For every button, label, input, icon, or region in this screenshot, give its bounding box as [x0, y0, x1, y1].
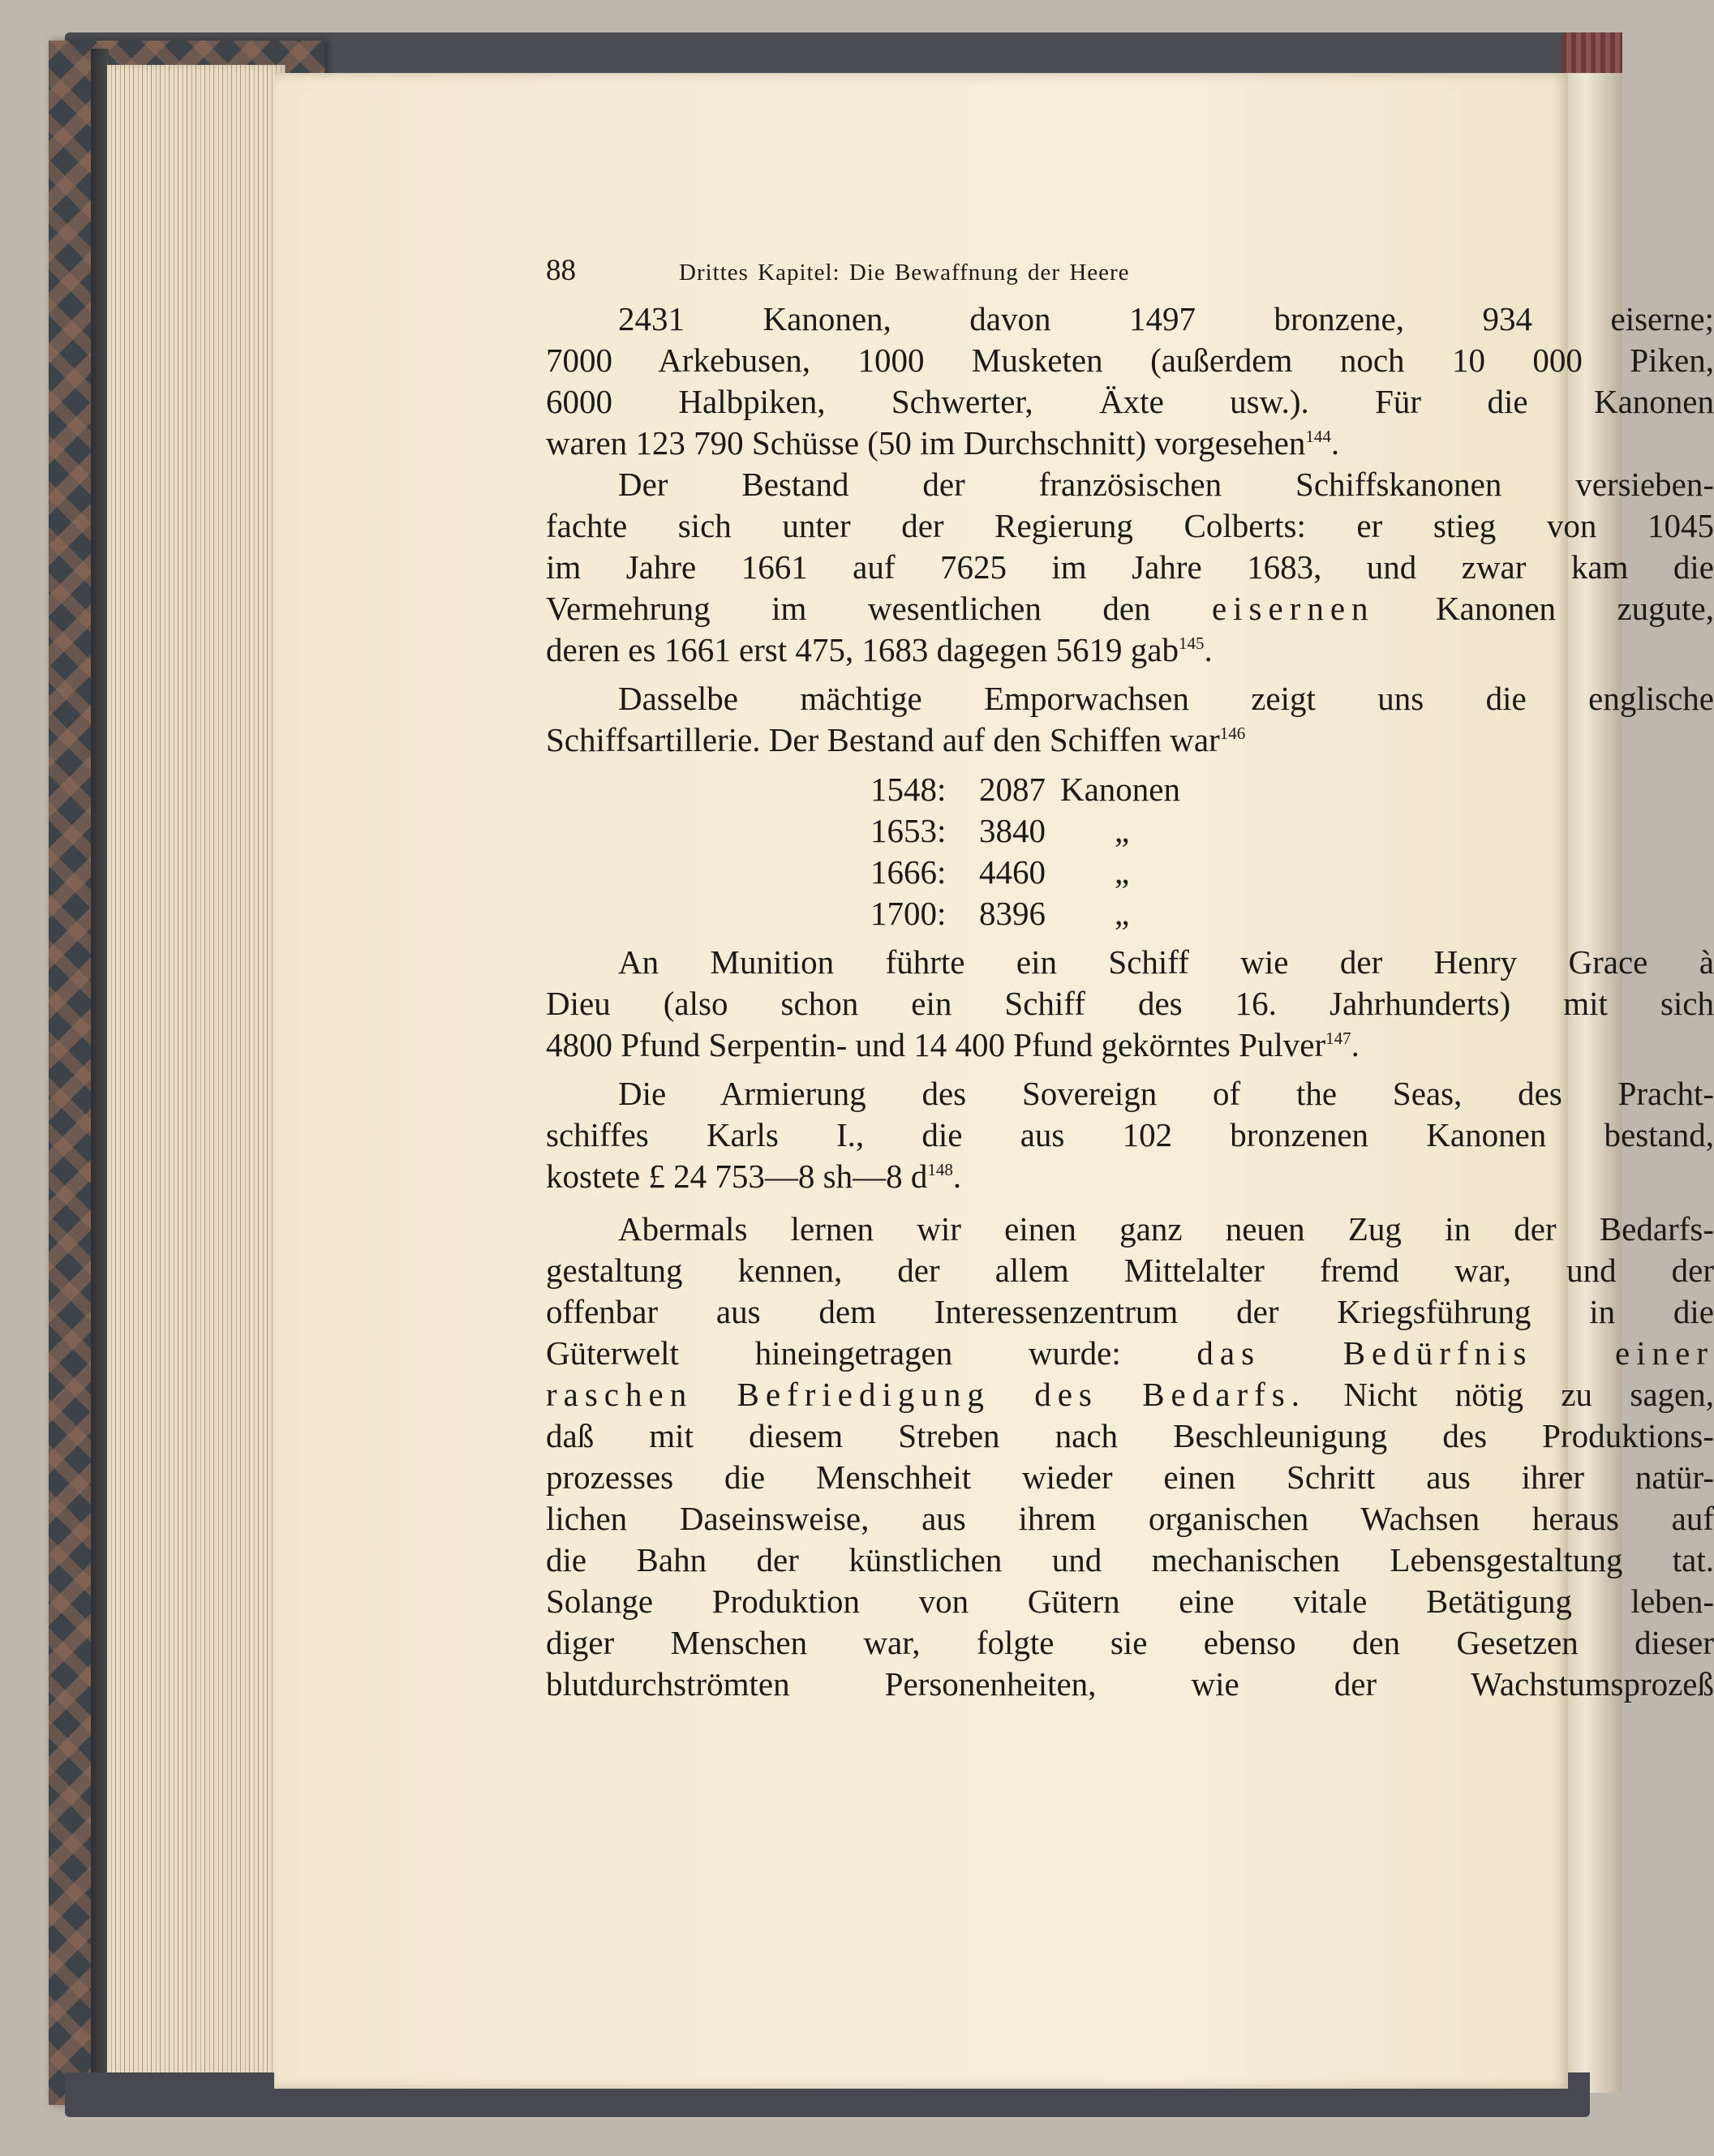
paragraph-armament-list — [546, 298, 1714, 464]
paragraph-french-cannons — [546, 464, 1714, 671]
text-line: gestaltung kennen, der allem Mittelalter fremd war, und der — [546, 1252, 1714, 1289]
text-line: Güterwelt hineingetragen wurde: das Bedürfnis einer — [546, 1334, 1714, 1372]
text-line: Vermehrung im wesentlichen den eisernen Kanonen zugute, — [546, 590, 1714, 627]
unit-cell: Kanonen — [1060, 771, 1181, 808]
unit-cell: „ — [1115, 895, 1130, 932]
text-line: offenbar aus dem Interessenzentrum der Kriegsführung in die — [546, 1293, 1714, 1330]
text-line: die Bahn der künstlichen und mechanischen Lebensgestaltung tat. — [546, 1541, 1714, 1578]
footnote-ref-145: 145 — [1178, 633, 1205, 653]
paragraph-munition — [546, 942, 1714, 1066]
value-cell: 4460 — [979, 853, 1046, 891]
text-line: 7000 Arkebusen, 1000 Musketen (außerdem noch 10 000 Piken, — [546, 341, 1714, 379]
paragraph-sovereign — [546, 1073, 1714, 1197]
footnote-ref-147: 147 — [1325, 1029, 1351, 1048]
emphasized-phrase: raschen Befriedigung des Bedarfs. — [546, 1376, 1306, 1413]
book-page — [274, 73, 1714, 2089]
year-cell: 1548 — [870, 771, 937, 808]
text-line: 4800 Pfund Serpentin- und 14 400 Pfund gekörntes Pulver$^{147}$. — [546, 1026, 1360, 1063]
text-line: Solange Produktion von Gütern eine vitale Betätigung leben- — [546, 1583, 1714, 1620]
page-text-block — [546, 250, 1714, 1705]
unit-cell: „ — [1115, 812, 1130, 849]
value-cell: 3840 — [979, 812, 1046, 849]
cannon-stock-table — [846, 769, 1180, 934]
chapter-title: Drittes Kapitel: Die Bewaffnung der Heere — [679, 260, 1130, 286]
emphasized-word: eisernen — [1211, 590, 1375, 627]
text-line: fachte sich unter der Regierung Colberts: er stieg von 1045 — [546, 507, 1714, 544]
text-line: Abermals lernen wir einen ganz neuen Zug in der Bedarfs- — [618, 1210, 1714, 1248]
colon-cell: : — [937, 771, 947, 808]
text-line: Die Armierung des Sovereign of the Seas, des Pracht- — [618, 1075, 1714, 1112]
table-row — [846, 893, 1180, 934]
table-row — [846, 769, 1180, 810]
text-line: diger Menschen war, folgte sie ebenso den Gesetzen dieser — [546, 1624, 1714, 1661]
page-number: 88 — [546, 254, 576, 287]
text-line: waren 123 790 Schüsse (50 im Durchschnitt) vorgesehen$^{144}$. — [546, 424, 1340, 462]
footnote-ref-146: 146 — [1219, 724, 1246, 743]
unit-cell: „ — [1115, 853, 1130, 891]
footnote-ref-144: 144 — [1305, 427, 1331, 446]
footnote-ref-148: 148 — [927, 1160, 953, 1179]
value-cell: 8396 — [979, 895, 1046, 932]
colon-cell: : — [937, 812, 947, 849]
value-cell: 2087 — [979, 771, 1046, 808]
colon-cell: : — [937, 895, 947, 932]
emphasized-phrase: das Bedürfnis einer — [1196, 1334, 1714, 1372]
year-cell: 1653 — [870, 812, 937, 849]
paragraph-english-artillery — [546, 678, 1714, 761]
table-row — [846, 810, 1180, 852]
text-line: blutdurchströmten Personenheiten, wie der Wachstumsprozeß — [546, 1665, 1714, 1703]
paragraph-need-for-speed — [546, 1209, 1714, 1705]
bookmark-ribbon — [1562, 32, 1622, 73]
year-cell: 1666 — [870, 853, 937, 891]
text-line: Dieu (also schon ein Schiff des 16. Jahrhunderts) mit sich — [546, 985, 1714, 1022]
text-line: raschen Befriedigung des Bedarfs. Nicht nötig zu sagen, — [546, 1376, 1714, 1413]
text-line: An Munition führte ein Schiff wie der Henry Grace à — [618, 943, 1714, 981]
book-spine — [91, 49, 109, 2093]
text-line: 6000 Halbpiken, Schwerter, Äxte usw.). Für die Kanonen — [546, 383, 1714, 420]
text-line: prozesses die Menschheit wieder einen Schritt aus ihrer natür- — [546, 1458, 1714, 1496]
table-row — [846, 852, 1180, 893]
text-line: schiffes Karls I., die aus 102 bronzenen Kanonen bestand, — [546, 1116, 1714, 1153]
running-head — [546, 250, 1714, 298]
page-edges-stack — [107, 65, 286, 2097]
text-line: Schiffsartillerie. Der Bestand auf den Schiffen war$^{146}$ — [546, 721, 1246, 758]
year-cell: 1700 — [870, 895, 937, 932]
colon-cell: : — [937, 853, 947, 891]
text-line: im Jahre 1661 auf 7625 im Jahre 1683, und zwar kam die — [546, 548, 1714, 586]
text-line: kostete £ 24 753—8 sh—8 $d^{148}$. — [546, 1157, 962, 1195]
text-line: lichen Daseinsweise, aus ihrem organischen Wachsen heraus auf — [546, 1500, 1714, 1537]
text-line: 2431 Kanonen, davon 1497 bronzene, 934 eiserne; — [618, 300, 1714, 337]
text-line: deren es 1661 erst 475, 1683 dagegen 5619 gab$^{145}$. — [546, 631, 1213, 668]
text-line: daß mit diesem Streben nach Beschleunigung des Produktions- — [546, 1417, 1714, 1454]
text-line: Dasselbe mächtige Emporwachsen zeigt uns die englische — [618, 680, 1714, 717]
text-line: Der Bestand der französischen Schiffskanonen versieben- — [618, 466, 1714, 503]
